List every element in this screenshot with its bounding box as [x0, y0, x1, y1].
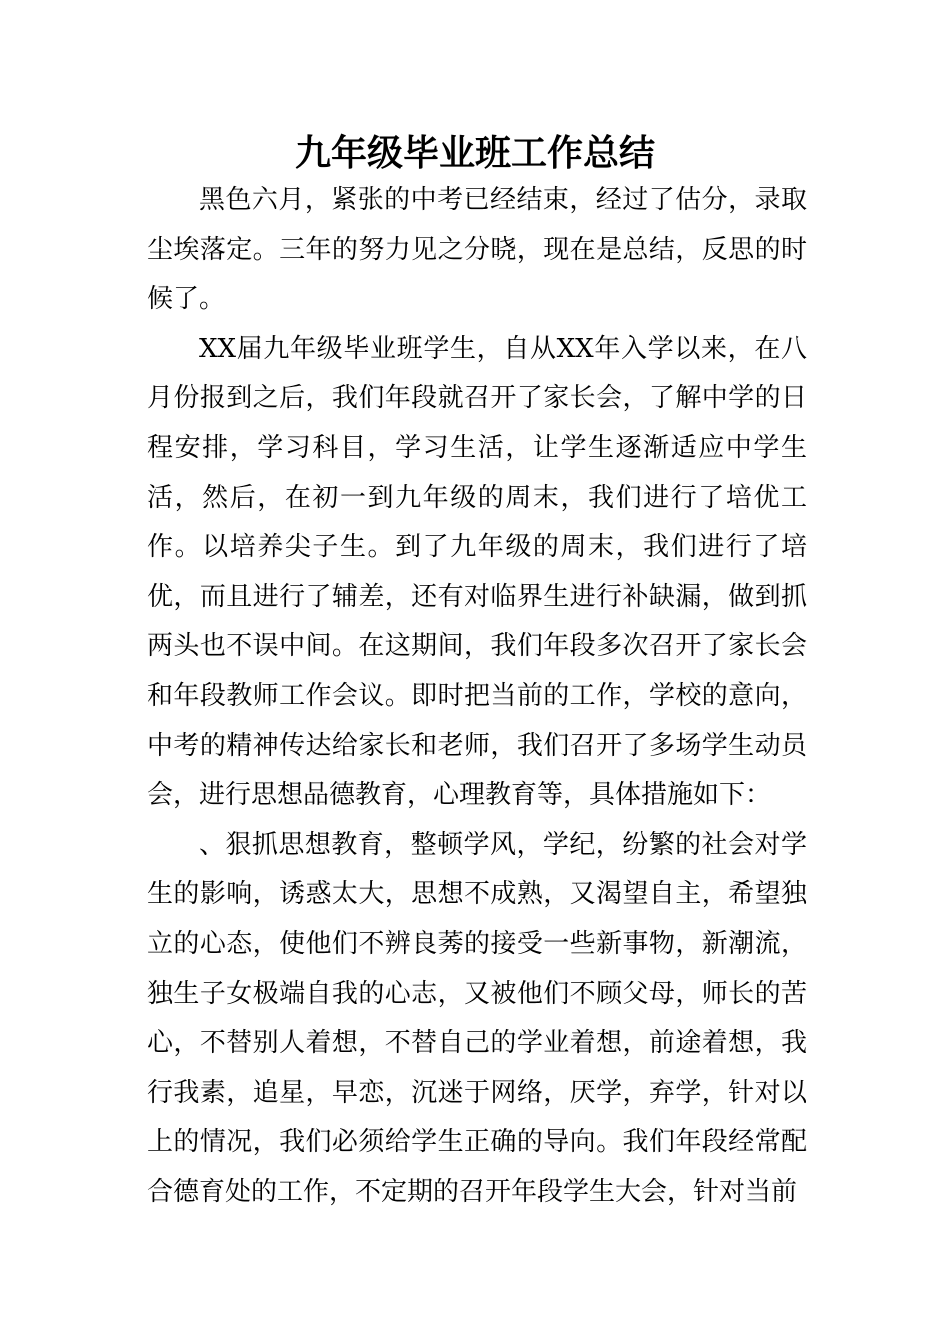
document-body: [147, 176, 807, 1217]
document-title: 九年级毕业班工作总结: [294, 132, 655, 174]
paragraph-3: 、狠抓思想教育，整顿学风，学纪，纷繁的社会对学生的影响，诱惑太大，思想不成熟，又渴望自主，希望独立的心态，使他们不辨良莠的接受一些新事物，新潮流，独生子女极端自我的心志，又被他们不顾父母，师长的苦心，不替别人着想，不替自己的学业着想，前途着想，我行我素，追星，早恋，沉迷于网络，厌学，弃学，针对以上的情况，我们必须给学生正确的导向。我们年段经常配合德育处的工作，不定期的召开年段学生大会，针对当前: [147, 829, 807, 1207]
paragraph-2: XX届九年级毕业班学生，自从XX年入学以来，在八月份报到之后，我们年段就召开了家长会，了解中学的日程安排，学习科目，学习生活，让学生逐渐适应中学生活，然后，在初一到九年级的周末，我们进行了培优工作。以培养尖子生。到了九年级的周末，我们进行了培优，而且进行了辅差，还有对临界生进行补缺漏，做到抓两头也不误中间。在这期间，我们年段多次召开了家长会和年段教师工作会议。即时把当前的工作，学校的意向，中考的精神传达给家长和老师，我们召开了多场学生动员会，进行思想品德教育，心理教育等，具体措施如下：: [147, 333, 807, 811]
paragraph-1: 黑色六月，紧张的中考已经结束，经过了估分，录取尘埃落定。三年的努力见之分晓，现在是总结，反思的时候了。: [147, 185, 807, 315]
